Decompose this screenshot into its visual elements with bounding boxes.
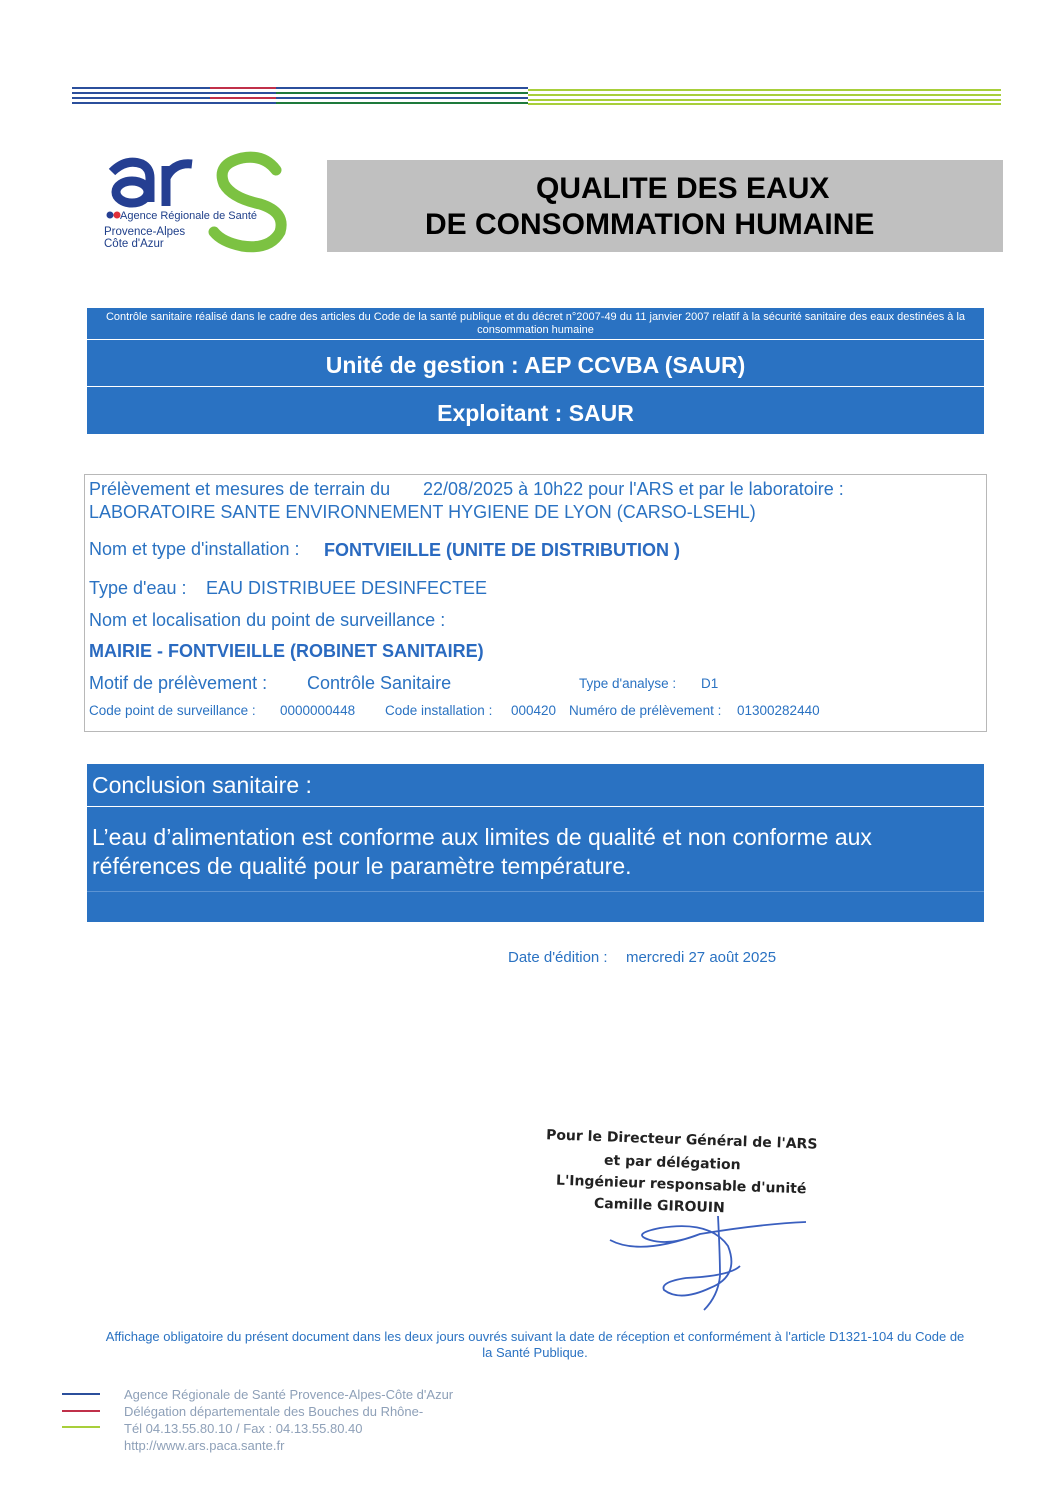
footer-line-blue [62,1393,100,1395]
installation-label: Nom et type d'installation : [89,539,300,559]
installation-value: FONTVIEILLE (UNITE DE DISTRIBUTION ) [324,540,680,560]
edition-value: mercredi 27 août 2025 [625,949,777,966]
conclusion-separator [87,806,984,807]
numero-label: Numéro de prélèvement : [569,703,722,718]
footer-line-green [62,1426,100,1428]
stamp-line-2: et par délégation [603,1152,741,1174]
signature-stamp [540,1127,818,1308]
point-value: MAIRIE - FONTVIEILLE (ROBINET SANITAIRE) [89,641,484,661]
code-point-value: 0000000448 [280,703,356,718]
conclusion-text: L’eau d’alimentation est conforme aux limites de qualité et non conforme aux références de qualité pour le paramètre température. [92,824,872,879]
top-stripe-red [210,86,276,106]
exploitant: Exploitant : SAUR [437,400,634,426]
motif-value: Contrôle Sanitaire [307,673,452,693]
footer-agency: Agence Régionale de Santé Provence-Alpes-Côte d'Azur [124,1387,454,1402]
logo-agency-name: Agence Régionale de Santé [120,210,257,222]
top-stripe-lime [528,86,1001,106]
header-separator [87,386,984,387]
stamp-line-1: Pour le Directeur Général de l'ARS [545,1127,818,1153]
top-stripe-blue [72,86,210,106]
type-analyse-label: Type d'analyse : [579,676,677,691]
code-installation-value: 000420 [511,703,557,718]
code-installation-label: Code installation : [385,703,493,718]
top-stripe-green [276,86,528,106]
edition-label: Date d'édition : [508,949,608,966]
conclusion-sanitaire [87,764,984,922]
document-title [327,160,1003,252]
sampling-details [84,474,987,732]
edition-date [508,949,776,966]
logo-region-line1: Provence-Alpes [104,226,186,238]
unite-de-gestion: Unité de gestion : AEP CCVBA (SAUR) [325,352,746,378]
logo-region-line2: Côte d'Azur [104,238,164,250]
footer-delegation: Délégation départementale des Bouches du Rhône- [124,1404,424,1419]
footer-website[interactable]: http://www.ars.paca.sante.fr [124,1438,285,1453]
display-notice: Affichage obligatoire du présent document dans les deux jours ouvrés suivant la date de réception et conformément à l'article D1321-104 du Code de la Santé Publique. [105,1329,965,1360]
code-point-label: Code point de surveillance : [89,703,256,718]
motif-label: Motif de prélèvement : [89,673,268,693]
numero-value: 01300282440 [737,703,820,718]
stamp-line-3: L'Ingénieur responsable d'unité [555,1172,807,1198]
prelevement-date: 22/08/2025 à 10h22 pour l'ARS et par le laboratoire : [423,479,844,499]
type-analyse-value: D1 [701,676,719,691]
stamp-line-4: Camille GIROUIN [593,1195,726,1217]
prelevement-prefix: Prélèvement et mesures de terrain du [89,479,391,499]
footer-phone: Tél 04.13.55.80.10 / Fax : 04.13.55.80.40 [124,1421,363,1436]
laboratoire: LABORATOIRE SANTE ENVIRONNEMENT HYGIENE DE LYON (CARSO-LSEHL) [89,502,756,522]
conclusion-separator [87,891,984,892]
title-line-1: QUALITE DES EAUX [536,172,830,205]
conclusion-title: Conclusion sanitaire : [92,772,312,798]
footer-line-red [62,1410,100,1412]
point-label: Nom et localisation du point de surveillance : [89,610,446,630]
type-eau-label: Type d'eau : [89,578,187,598]
type-eau-value: EAU DISTRIBUEE DESINFECTEE [206,578,488,598]
title-line-2: DE CONSOMMATION HUMAINE [425,208,875,241]
header-separator [87,339,984,340]
management-header [87,308,984,434]
handwritten-signature [600,1216,840,1316]
legal-reference: Contrôle sanitaire réalisé dans le cadre des articles du Code de la santé publique et du décret n°2007-49 du 11 janvier 2007 relatif à la sécurité sanitaire des eaux destinées à la consommation humaine [105,311,966,336]
